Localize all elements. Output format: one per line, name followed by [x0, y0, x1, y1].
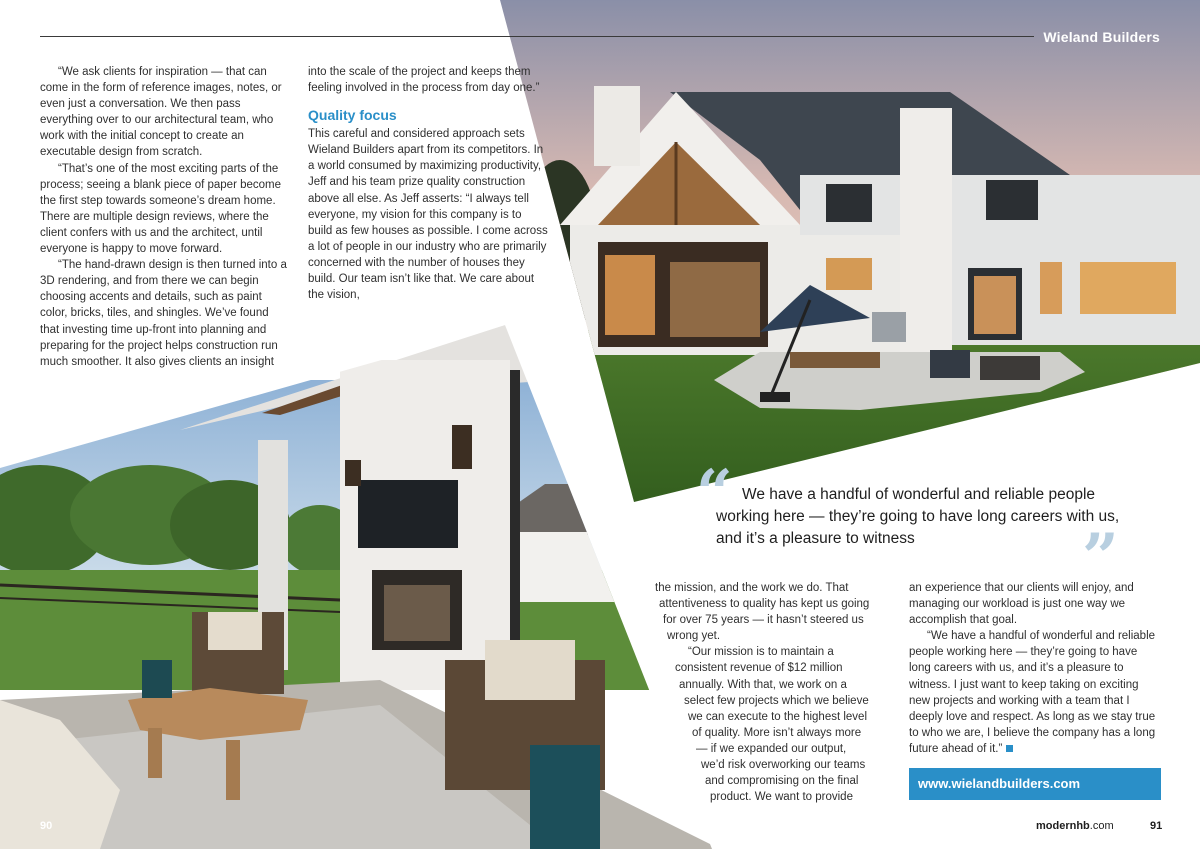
text-line: — if we expanded our output,: [696, 742, 847, 755]
header-rule: [40, 36, 1034, 37]
website-link[interactable]: www.wielandbuilders.com: [918, 776, 1081, 791]
end-mark-icon: [1006, 745, 1013, 752]
text-line: attentiveness to quality has kept us going: [659, 598, 870, 611]
text-line: for over 75 years — it hasn’t steered us: [663, 614, 864, 627]
text-line: the mission, and the work we do. That: [655, 582, 849, 594]
text-line: “Our mission is to maintain a: [688, 646, 834, 659]
website-link-box[interactable]: [909, 768, 1161, 800]
paragraph: “We ask clients for inspiration — that can come in the form of reference images, notes, or even just a conversation. We then pass everything over to our architectural team, who work with the initial concept to create an executable design from scratch.: [40, 66, 282, 159]
text-line: consistent revenue of $12 million: [675, 662, 843, 675]
text-column-2: [308, 64, 548, 303]
paragraph: “The hand-drawn design is then turned into a 3D rendering, and from there we can begin choosing accents and details, such as paint color, bricks, tiles, and shingles. We’ve found that investing time up-front into planning and preparing for the project helps construction run much smoother. It also gives clients an insight: [40, 259, 287, 368]
paragraph: This careful and considered approach sets Wieland Builders apart from its competitors. In a world consumed by maximizing productivity, Jeff and his team prize quality construction above all else. As Jeff asserts: “I always tell everyone, my vision for this company is to build as few houses as possible. I come across a lot of people in our industry who are primarily concerned with the number of houses they build. Our team isn’t like that. We care about the vision,: [308, 128, 548, 302]
page-number-right: 91: [1150, 820, 1163, 832]
text-line: select few projects which we believe: [684, 694, 869, 707]
text-line: and compromising on the final: [705, 775, 859, 788]
text-column-1: [40, 64, 290, 370]
section-heading: Quality focus: [308, 107, 397, 124]
text-column-4: [909, 580, 1161, 757]
open-quote-icon: “: [696, 456, 733, 531]
text-line: product. We want to provide: [710, 791, 853, 804]
site-name-bold: modernhb: [1036, 820, 1090, 832]
paragraph-final: [909, 628, 1161, 757]
text-line: wrong yet.: [667, 630, 721, 643]
pull-quote-text: We have a handful of wonderful and reliable people working here — they’re going to have long careers with us, and it’s a pleasure to witness: [716, 486, 1120, 547]
text-line: we’d risk overworking our teams: [701, 759, 866, 772]
text-column-3: [655, 580, 895, 805]
text-line: we can execute to the highest level: [688, 710, 868, 723]
paragraph-text: “We have a handful of wonderful and reliable people working here — they’re going to have long careers with us, and it’s a pleasure to witness. I just want to keep taking on exciting new projects and working with a team that I deeply love and respect. As long as we stay true to who we are, I believe the company has a long future ahead of it.”: [909, 630, 1156, 755]
close-quote-icon: ”: [1082, 520, 1119, 595]
pull-quote: [716, 484, 1136, 550]
paragraph: an experience that our clients will enjoy, and managing our workload is just one way we accomplish that goal.: [909, 582, 1134, 627]
text-line: annually. With that, we work on a: [679, 678, 847, 691]
site-name-suffix: .com: [1089, 820, 1114, 832]
page-number-left: 90: [40, 820, 53, 832]
site-name: [1036, 820, 1114, 832]
brand-name: Wieland Builders: [1043, 29, 1160, 45]
text-line: of quality. More isn’t always more: [692, 726, 862, 739]
paragraph: into the scale of the project and keeps them feeling involved in the process from day one.”: [308, 66, 540, 95]
paragraph: “That’s one of the most exciting parts of the process; seeing a blank piece of paper become the first step towards someone’s dream home. There are multiple design reviews, where the client confers with us and the architect, until everyone is happy to move forward.: [40, 162, 282, 256]
